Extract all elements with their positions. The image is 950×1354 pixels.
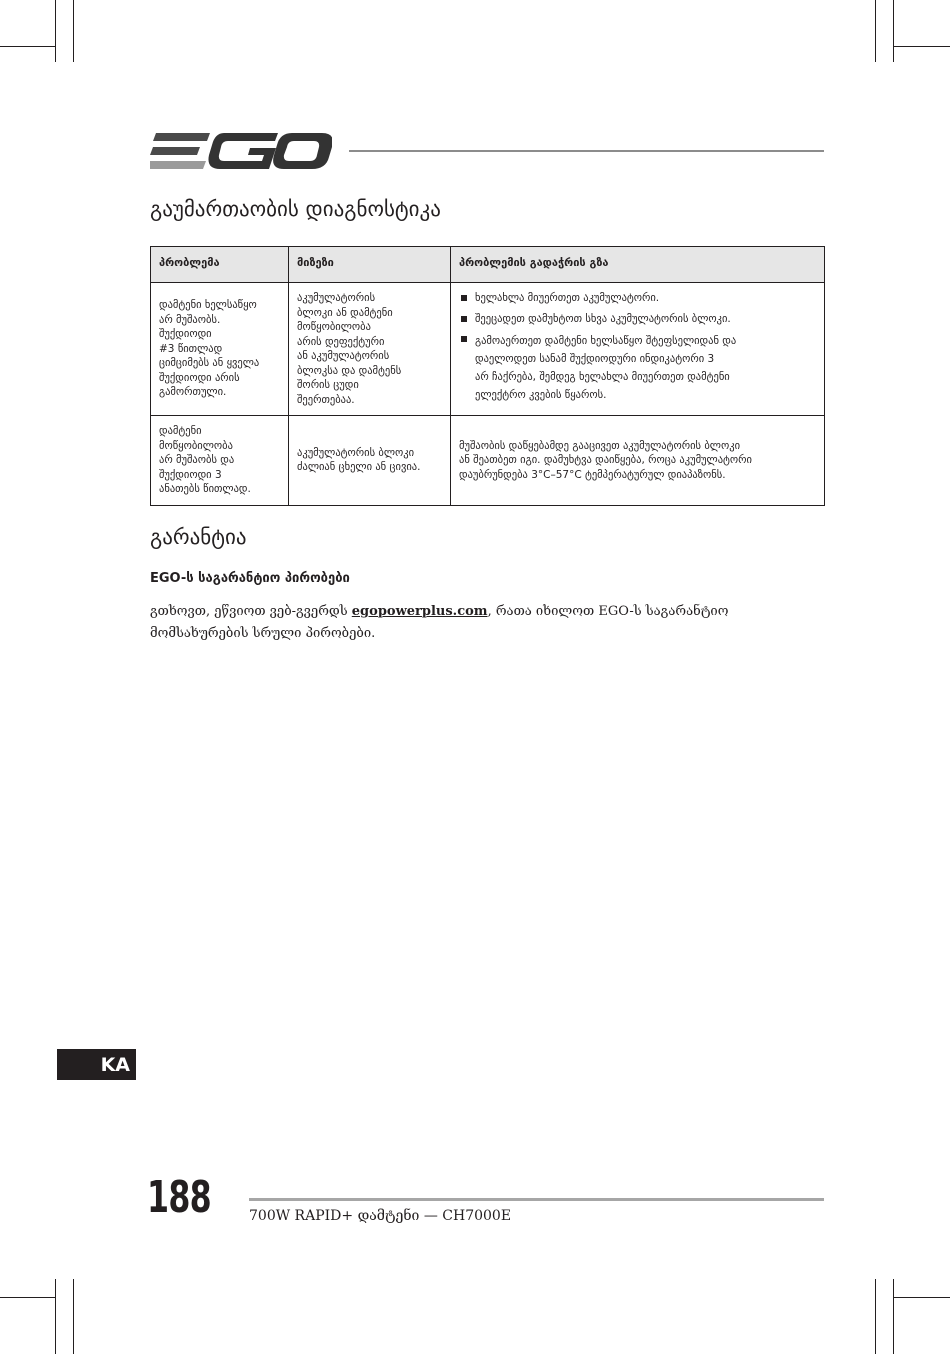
cell-text: ან შეათბეთ იგი. დამუხტვა დაიწყება, როცა აკუმულატორი <box>459 454 752 466</box>
cell-text: ელექტრო კვების წყაროს. <box>475 389 607 401</box>
solution-item <box>459 291 816 306</box>
cell-text: გამორთული. <box>159 386 227 398</box>
bullet-square-icon <box>461 336 467 342</box>
footer-rule <box>249 1198 824 1201</box>
ego-logo <box>150 131 332 171</box>
problem-cell <box>151 283 289 416</box>
cell-text: დამტენი <box>159 425 202 437</box>
cell-text: არ მუშაობს. <box>159 313 221 326</box>
cell-text: ან აკუმულატორის <box>297 350 390 362</box>
solution-item <box>459 332 816 404</box>
table-row <box>151 416 825 506</box>
cell-text: #3 წითლად <box>159 342 223 355</box>
cell-text: ანათებს წითლად. <box>159 483 251 495</box>
cell-text: აკუმულატორის ბლოკი <box>297 446 415 459</box>
crop-mark <box>73 1279 74 1354</box>
cell-text: არის დეფექტური <box>297 335 385 348</box>
crop-mark <box>893 46 950 47</box>
cell-text: დაელოდეთ სანამ შუქდიოდური ინდიკატორი 3 <box>475 353 715 365</box>
cell-text: ციმციმებს ან ყველა <box>159 357 260 369</box>
crop-mark <box>893 0 894 62</box>
cause-cell <box>289 283 451 416</box>
column-header-cause: მიზეზი <box>289 247 451 283</box>
bullet-square-icon <box>461 295 467 301</box>
cell-text: მოწყობილობა <box>297 321 371 333</box>
crop-mark <box>0 46 55 47</box>
solution-cell <box>451 283 825 416</box>
warranty-paragraph <box>150 601 790 645</box>
column-header-problem: პრობლემა <box>151 247 289 283</box>
solution-item <box>459 312 816 327</box>
solution-cell <box>451 416 825 506</box>
table-row <box>151 283 825 416</box>
cell-text: დამტენი ხელსაწყო <box>159 299 257 311</box>
header-rule <box>349 150 824 152</box>
warranty-text: , რათა იხილოთ EGO-ს საგარანტიო <box>487 604 729 619</box>
troubleshooting-table <box>150 246 825 506</box>
cell-text: დაუბრუნდება 3°C–57°C ტემპერატურულ დიაპაზონს. <box>459 468 726 481</box>
cell-text: ხელახლა მიუერთეთ აკუმულატორი. <box>475 292 660 304</box>
cell-text: ბლოკსა და დამტენს <box>297 364 402 377</box>
cell-text: არ მუშაობს და <box>159 454 235 466</box>
crop-mark <box>55 1279 56 1354</box>
cell-text: ძალიან ცხელი ან ცივია. <box>297 461 421 474</box>
warranty-text: მომსახურების სრული პირობები. <box>150 626 376 641</box>
cell-text: შორის ცუდი <box>297 379 359 391</box>
warranty-subtitle: EGO-ს საგარანტიო პირობები <box>150 571 350 586</box>
bullet-square-icon <box>461 316 467 322</box>
table-header-row <box>151 247 825 283</box>
website-link[interactable]: egopowerplus.com <box>351 604 488 619</box>
cell-text: ბლოკი ან დამტენი <box>297 306 393 319</box>
crop-mark <box>73 0 74 62</box>
troubleshooting-title: გაუმართაობის დიაგნოსტიკა <box>150 197 441 221</box>
page-number: 188 <box>147 1172 211 1223</box>
crop-mark <box>893 1297 950 1298</box>
crop-mark <box>0 1297 55 1298</box>
cause-cell <box>289 416 451 506</box>
cell-text: გამოაერთეთ დამტენი ხელსაწყო შტეფსელიდან და <box>475 335 737 347</box>
cell-text: მუშაობის დაწყებამდე გააცივეთ აკუმულატორის ბლოკი <box>459 439 741 452</box>
cell-text: შუქდიოდი 3 <box>159 468 222 481</box>
problem-cell <box>151 416 289 506</box>
crop-mark <box>893 1279 894 1354</box>
warranty-text: გთხოვთ, ეწვიოთ ვებ-გვერდს <box>150 604 352 619</box>
column-header-solution: პრობლემის გადაჭრის გზა <box>451 247 825 283</box>
footer-document-title: 700W RAPID+ დამტენი — CH7000E <box>249 1208 512 1224</box>
cell-text: შუქდიოდი არის <box>159 371 240 384</box>
cell-text: აკუმულატორის <box>297 292 376 304</box>
crop-mark <box>875 0 876 62</box>
cell-text: არ ჩაქრება, შემდეგ ხელახლა მიუერთეთ დამტენი <box>475 371 730 383</box>
cell-text: შუქდიოდი <box>159 328 212 340</box>
cell-text: შეეცადეთ დამუხტოთ სხვა აკუმულატორის ბლოკი. <box>475 312 731 325</box>
language-code: KA <box>100 1053 130 1076</box>
crop-mark <box>55 0 56 62</box>
crop-mark <box>875 1279 876 1354</box>
cell-text: შეერთებაა. <box>297 393 355 406</box>
cell-text: მოწყობილობა <box>159 439 233 452</box>
warranty-title: გარანტია <box>150 525 247 549</box>
language-tab <box>57 1049 136 1080</box>
